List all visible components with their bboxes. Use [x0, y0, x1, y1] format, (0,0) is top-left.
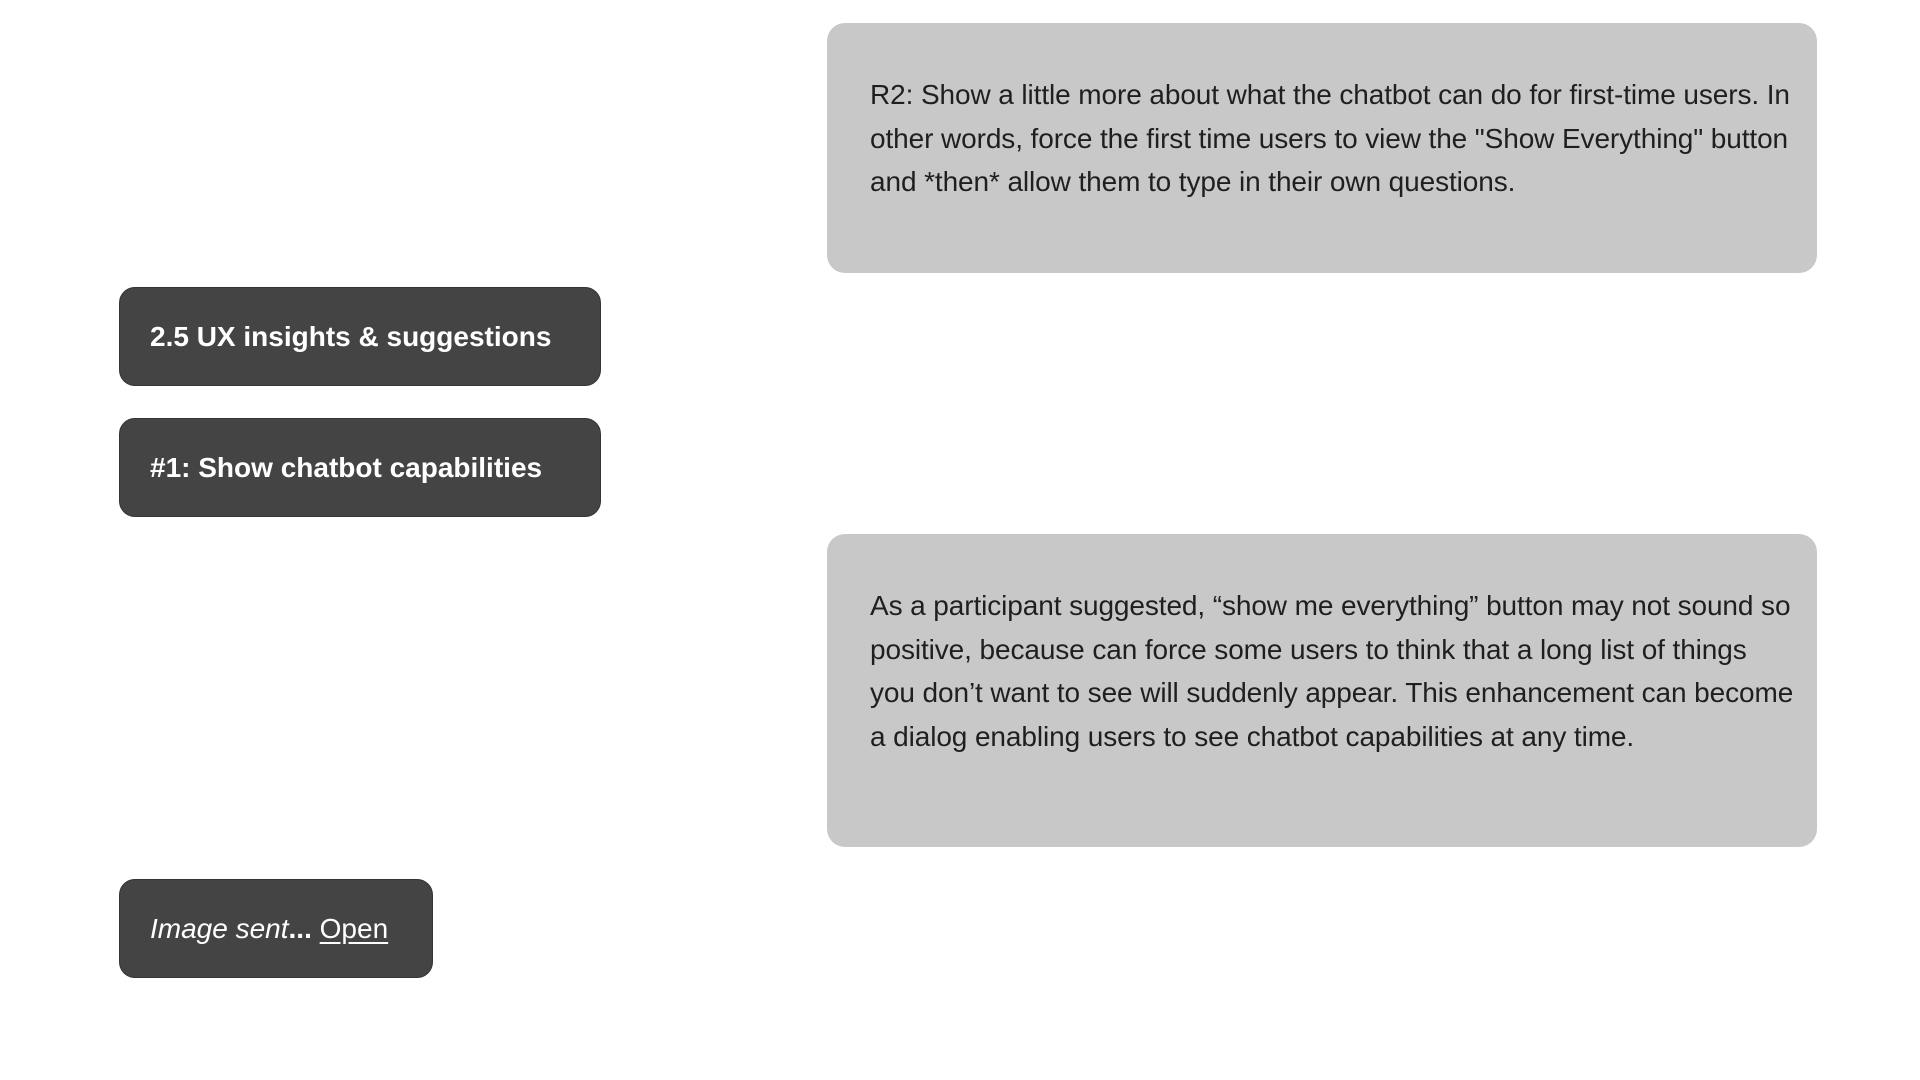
- message-bubble-image-sent: [119, 879, 433, 978]
- message-text: #1: Show chatbot capabilities: [150, 451, 543, 483]
- message-bubble-participant-suggestion: [827, 534, 1817, 847]
- message-bubble-capability: [119, 418, 601, 517]
- message-bubble-section-heading: [119, 287, 601, 386]
- message-text: 2.5 UX insights & suggestions: [150, 320, 552, 352]
- image-sent-ellipsis: ...: [288, 912, 312, 944]
- message-bubble-r2: [827, 23, 1817, 273]
- message-text: As a participant suggested, “show me everything” button may not sound so positive, because can force some users to think that a long list of things you don’t want to see will suddenly appear. This enhancement can become a dialog enabling users to see chatbot capabilities at any time.: [870, 590, 1794, 752]
- open-image-link[interactable]: Open: [319, 912, 389, 944]
- message-text: R2: Show a little more about what the chatbot can do for first-time users. In other words, force the first time users to view the "Show Everything" button and *then* allow them to type in their own questions.: [870, 79, 1790, 197]
- image-sent-label: Image sent: [150, 912, 289, 944]
